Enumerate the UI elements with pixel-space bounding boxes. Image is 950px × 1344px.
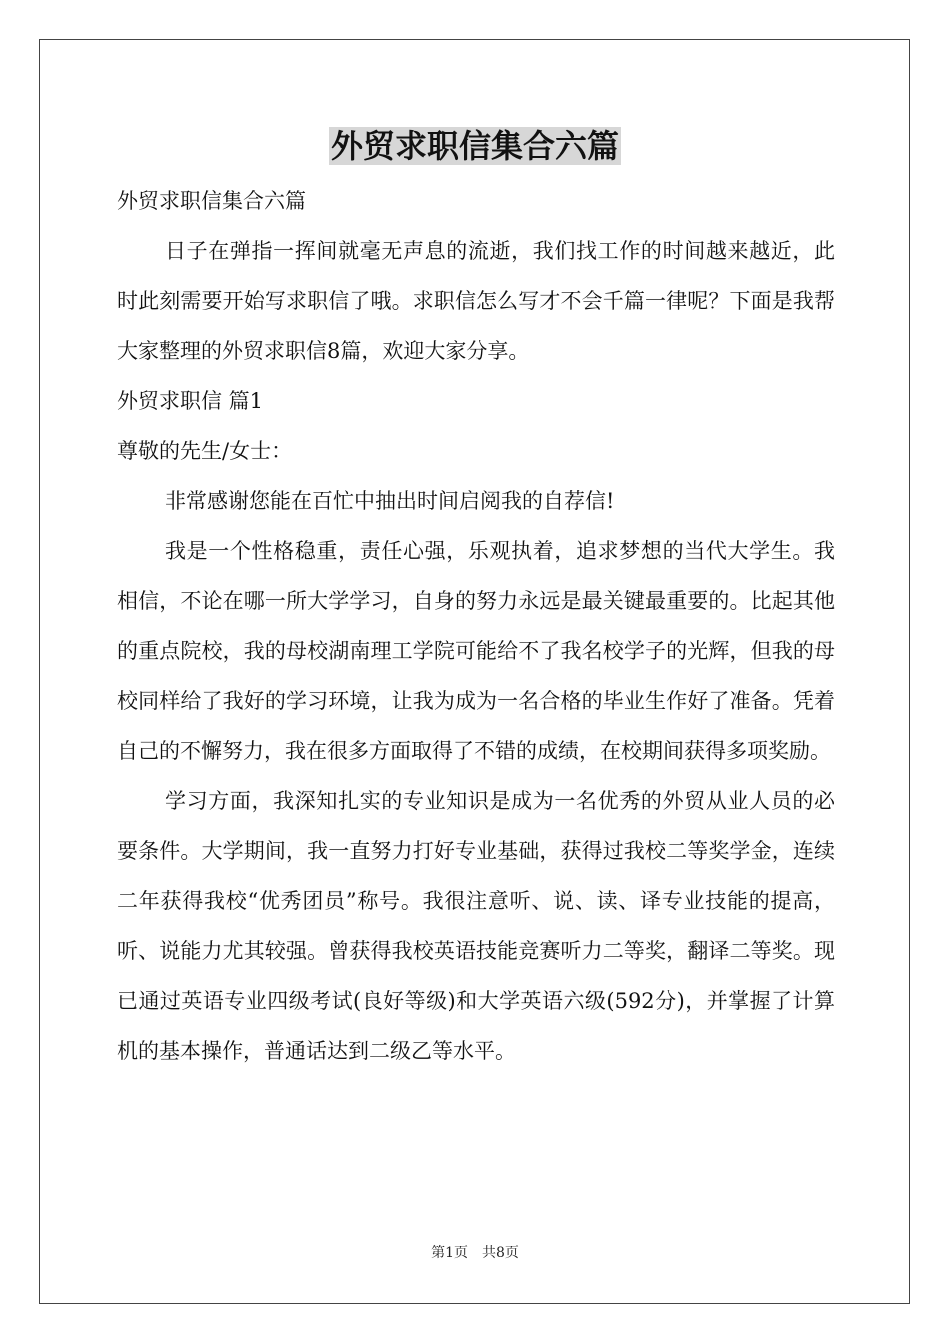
paragraph-salutation: 尊敬的先生/女士：: [117, 439, 293, 463]
document-title: [0, 122, 950, 170]
document-body: [117, 176, 835, 1076]
page-footer: 第1页 共8页: [431, 1245, 519, 1261]
paragraph-section-heading: 外贸求职信 篇1: [117, 389, 264, 413]
paragraph-thanks: 非常感谢您能在百忙中抽出时间启阅我的自荐信!: [165, 489, 615, 513]
paragraph-intro: 日子在弹指一挥间就毫无声息的流逝，我们找工作的时间越来越近，此时此刻需要开始写求职信了哦。求职信怎么写才不会千篇一律呢？下面是我帮大家整理的外贸求职信8篇，欢迎大家分享。: [117, 239, 835, 363]
paragraph-subtitle: 外贸求职信集合六篇: [117, 189, 306, 213]
paragraph-study: 学习方面，我深知扎实的专业知识是成为一名优秀的外贸从业人员的必要条件。大学期间，我一直努力打好专业基础，获得过我校二等奖学金，连续二年获得我校“优秀团员”称号。我很注意听、说、读、译专业技能的提高，听、说能力尤其较强。曾获得我校英语技能竞赛听力二等奖，翻译二等奖。现已通过英语专业四级考试(良好等级)和大学英语六级(592分)，并掌握了计算机的基本操作，普通话达到二级乙等水平。: [117, 789, 835, 1063]
document-title-text: 外贸求职信集合六篇: [330, 127, 619, 165]
paragraph-self-intro: 我是一个性格稳重，责任心强，乐观执着，追求梦想的当代大学生。我相信，不论在哪一所大学学习，自身的努力永远是最关键最重要的。比起其他的重点院校，我的母校湖南理工学院可能给不了我名校学子的光辉，但我的母校同样给了我好的学习环境，让我为成为一名合格的毕业生作好了准备。凭着自己的不懈努力，我在很多方面取得了不错的成绩，在校期间获得多项奖励。: [117, 539, 835, 763]
